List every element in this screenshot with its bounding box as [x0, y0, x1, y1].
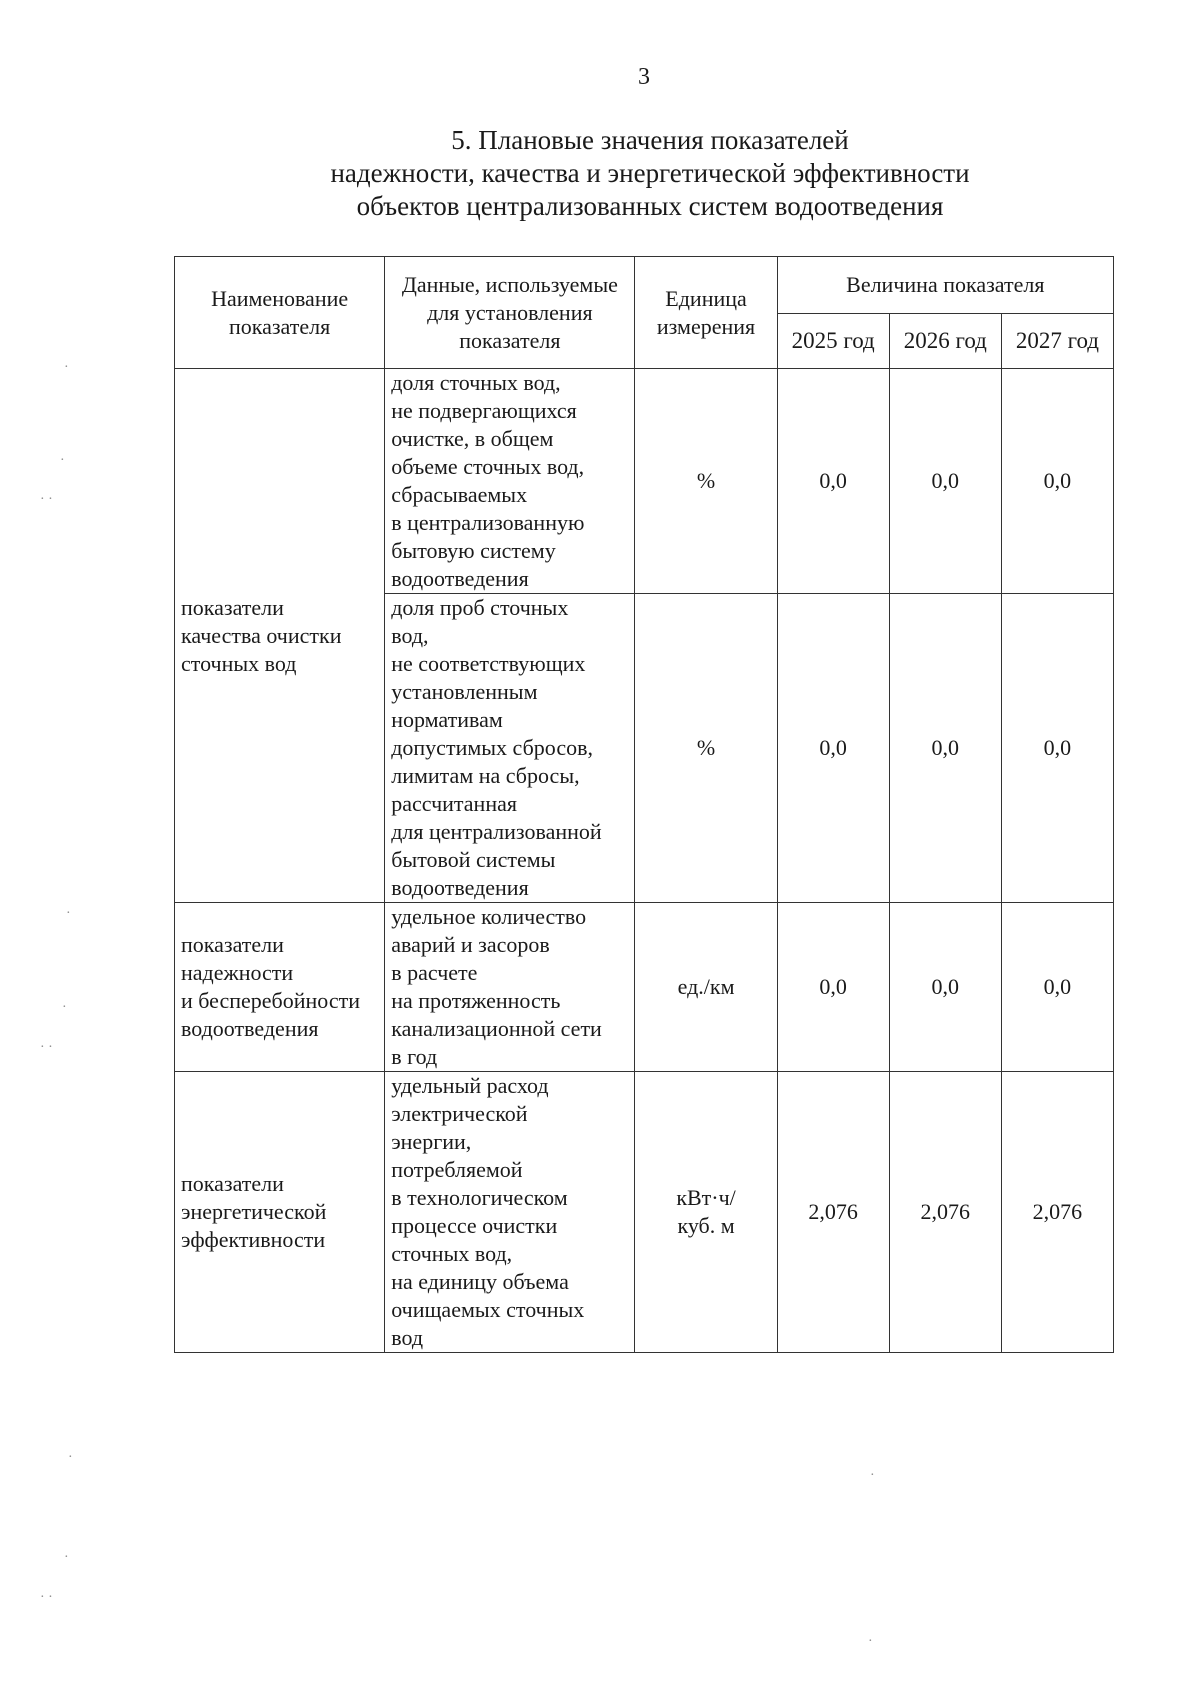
scan-speck: · ·: [40, 1040, 53, 1055]
scan-speck: ·: [64, 1550, 69, 1565]
header-indicator-name: Наименование показателя: [175, 257, 385, 369]
indicator-name-cell: показатели надежности и бесперебойности водоотведения: [175, 903, 385, 1072]
heading-line-2: надежности, качества и энергетической эффективности: [330, 158, 970, 188]
scan-speck: · ·: [40, 492, 53, 507]
value-2027-cell: 0,0: [1001, 369, 1113, 594]
source-data-cell: доля проб сточных вод, не соответствующих установленным нормативам допустимых сбросов, лимитам на сбросы, рассчитанная для централизованной бытовой системы водоотведения: [385, 594, 635, 903]
unit-cell: %: [635, 369, 777, 594]
table-row: [175, 903, 1114, 1072]
header-source-data: Данные, используемые для установления показателя: [385, 257, 635, 369]
unit-cell: %: [635, 594, 777, 903]
value-2025-cell: 0,0: [777, 903, 889, 1072]
value-2025-cell: 0,0: [777, 594, 889, 903]
value-2026-cell: 0,0: [889, 903, 1001, 1072]
heading-line-3: объектов централизованных систем водоотведения: [356, 191, 944, 221]
value-2027-cell: 2,076: [1001, 1072, 1113, 1353]
scan-speck: ·: [64, 360, 69, 375]
table-row: [175, 369, 1114, 594]
scan-speck: ·: [68, 1450, 73, 1465]
scan-speck: ·: [66, 906, 71, 921]
indicator-name-cell: показатели энергетической эффективности: [175, 1072, 385, 1353]
scan-speck: ·: [868, 1634, 873, 1649]
value-2026-cell: 0,0: [889, 369, 1001, 594]
value-2026-cell: 2,076: [889, 1072, 1001, 1353]
header-year-2027: 2027 год: [1001, 314, 1113, 369]
header-year-2026: 2026 год: [889, 314, 1001, 369]
header-unit: Единица измерения: [635, 257, 777, 369]
header-year-2025: 2025 год: [777, 314, 889, 369]
scan-speck: ·: [62, 1000, 67, 1015]
document-heading: [200, 124, 1100, 223]
heading-line-1: 5. Плановые значения показателей: [451, 125, 849, 155]
value-2026-cell: 0,0: [889, 594, 1001, 903]
scan-speck: · ·: [40, 1590, 53, 1605]
unit-cell: ед./км: [635, 903, 777, 1072]
value-2027-cell: 0,0: [1001, 903, 1113, 1072]
scan-speck: ·: [60, 453, 65, 468]
indicator-name-cell: показатели качества очистки сточных вод: [175, 369, 385, 903]
value-2025-cell: 2,076: [777, 1072, 889, 1353]
unit-cell: кВт·ч/ куб. м: [635, 1072, 777, 1353]
source-data-cell: удельное количество аварий и засоров в расчете на протяженность канализационной сети в год: [385, 903, 635, 1072]
source-data-cell: удельный расход электрической энергии, потребляемой в технологическом процессе очистки сточных вод, на единицу объема очищаемых сточных вод: [385, 1072, 635, 1353]
header-value-group: Величина показателя: [777, 257, 1113, 314]
value-2027-cell: 0,0: [1001, 594, 1113, 903]
indicators-table: [174, 256, 1114, 1353]
source-data-cell: доля сточных вод, не подвергающихся очистке, в общем объеме сточных вод, сбрасываемых в централизованную бытовую систему водоотведения: [385, 369, 635, 594]
page-number: 3: [638, 64, 650, 90]
scan-speck: ·: [870, 1468, 875, 1483]
value-2025-cell: 0,0: [777, 369, 889, 594]
table-row: [175, 1072, 1114, 1353]
